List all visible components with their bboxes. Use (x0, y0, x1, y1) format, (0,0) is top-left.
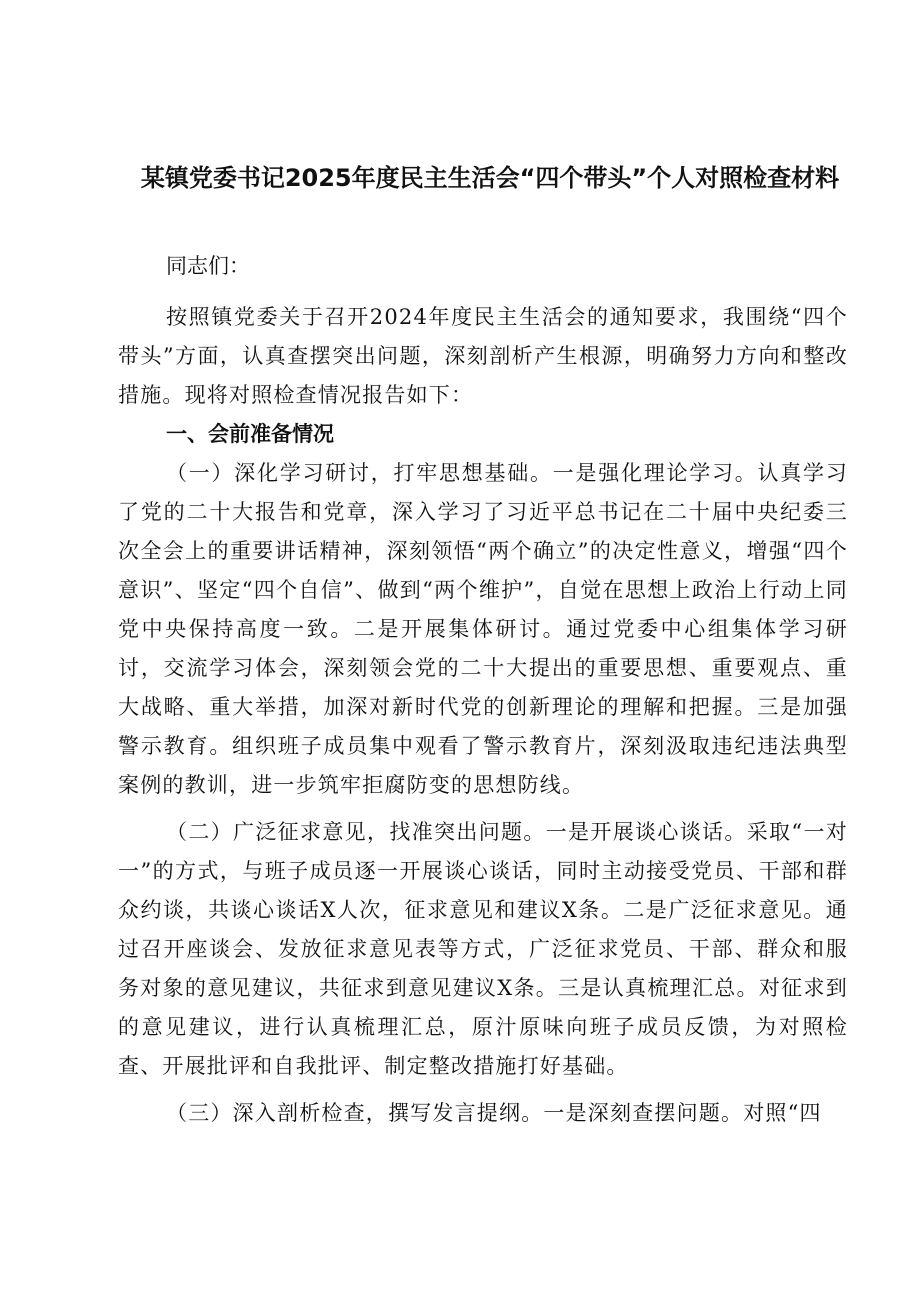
paragraph-2: （二）广泛征求意见，找准突出问题。一是开展谈心谈话。采取“一对一”的方式，与班子成员逐一开展谈心谈话，同时主动接受党员、干部和群众约谈，共谈心谈话X人次，征求意见和建议X条。二是广泛征求意见。通过召开座谈会、发放征求意见表等方式，广泛征求党员、干部、群众和服务对象的意见建议，共征求到意见建议X条。三是认真梳理汇总。对征求到的意见建议，进行认真梳理汇总，原汁原味向班子成员反馈，为对照检查、开展批评和自我批评、制定整改措施打好基础。 (118, 820, 848, 1078)
document-body (118, 250, 848, 1133)
greeting: 同志们： (166, 254, 250, 278)
section-heading: 一、会前准备情况 (166, 422, 334, 446)
paragraph-3: （三）深入剖析检查，撰写发言提纲。一是深刻查摆问题。对照“四 (166, 1101, 822, 1125)
document-title: 某镇党委书记2025年度民主生活会“四个带头”个人对照检查材料 (140, 164, 840, 192)
intro-paragraph: 按照镇党委关于召开2024年度民主生活会的通知要求，我围绕“四个带头”方面，认真查摆突出问题，深刻剖析产生根源，明确努力方向和整改措施。现将对照检查情况报告如下： (118, 305, 848, 407)
paragraph-1: （一）深化学习研讨，打牢思想基础。一是强化理论学习。认真学习了党的二十大报告和党章，深入学习了习近平总书记在二十届中央纪委三次全会上的重要讲话精神，深刻领悟“两个确立”的决定性意义，增强“四个意识”、坚定“四个自信”、做到“两个维护”，自觉在思想上政治上行动上同党中央保持高度一致。二是开展集体研讨。通过党委中心组集体学习研讨，交流学习体会，深刻领会党的二十大提出的重要思想、重要观点、重大战略、重大举措，加深对新时代党的创新理论的理解和把握。三是加强警示教育。组织班子成员集中观看了警示教育片，深刻汲取违纪违法典型案例的教训，进一步筑牢拒腐防变的思想防线。 (118, 461, 848, 797)
